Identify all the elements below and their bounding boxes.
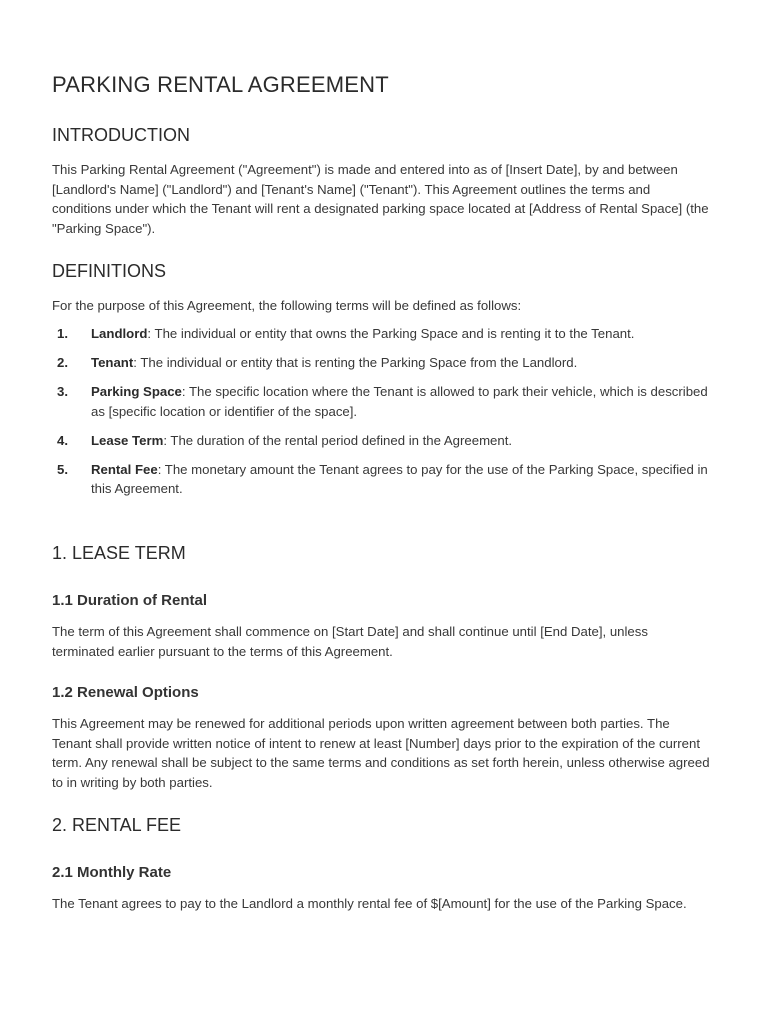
definition-text: : The specific location where the Tenant is allowed to park their vehicle, which is described as [specific location or identifier of the space]. xyxy=(91,383,708,419)
lease-term-heading: 1. LEASE TERM xyxy=(52,543,186,563)
definitions-intro: For the purpose of this Agreement, the following terms will be defined as follows: xyxy=(52,298,522,313)
definitions-heading: DEFINITIONS xyxy=(52,261,167,281)
definition-item-lease-term xyxy=(52,431,712,451)
renewal-options-heading: 1.2 Renewal Options xyxy=(52,684,199,701)
definitions-list xyxy=(52,324,712,508)
introduction-paragraph: This Parking Rental Agreement ("Agreement") is made and entered into as of [Insert Date], by and between [Landlord's Name] ("Landlord") and [Tenant's Name] ("Tenant"). This Agreement outlines the terms and conditions under which the Tenant will rent a designated parking space located at [Address of Rental Space] (the "Parking Space"). xyxy=(52,162,709,236)
definition-item-rental-fee xyxy=(52,460,712,499)
definition-term: Tenant xyxy=(91,354,134,370)
definition-number: 2. xyxy=(57,354,68,370)
renewal-options-paragraph: This Agreement may be renewed for additional periods upon written agreement between both parties. The Tenant shall provide written notice of intent to renew at least [Number] days prior to the expiration of the current term. Any renewal shall be subject to the same terms and conditions as set forth herein, unless otherwise agreed to in writing by both parties. xyxy=(52,716,710,790)
definition-text: : The duration of the rental period defined in the Agreement. xyxy=(163,432,513,448)
rental-fee-heading: 2. RENTAL FEE xyxy=(52,815,182,835)
definition-number: 3. xyxy=(57,383,68,399)
introduction-heading: INTRODUCTION xyxy=(52,125,190,145)
definition-term: Landlord xyxy=(91,326,148,341)
definition-term: Lease Term xyxy=(91,432,164,448)
duration-of-rental-paragraph: The term of this Agreement shall commence on [Start Date] and shall continue until [End Date], unless terminated earlier pursuant to the terms of this Agreement. xyxy=(52,624,648,659)
definition-text: : The individual or entity that is renting the Parking Space from the Landlord. xyxy=(133,354,578,370)
definition-item-tenant xyxy=(52,353,712,373)
definition-number: 5. xyxy=(57,461,68,477)
definition-number: 1. xyxy=(57,326,68,341)
duration-of-rental-heading: 1.1 Duration of Rental xyxy=(52,592,208,609)
definition-text: : The monetary amount the Tenant agrees to pay for the use of the Parking Space, specified in this Agreement. xyxy=(91,461,708,497)
definition-term: Parking Space xyxy=(91,383,182,399)
definition-item-landlord xyxy=(52,324,712,344)
monthly-rate-heading: 2.1 Monthly Rate xyxy=(52,864,172,881)
definition-text: : The individual or entity that owns the Parking Space and is renting it to the Tenant. xyxy=(147,326,635,341)
definition-item-parking-space xyxy=(52,382,712,421)
definition-number: 4. xyxy=(57,432,68,448)
definition-term: Rental Fee xyxy=(91,461,158,477)
monthly-rate-paragraph: The Tenant agrees to pay to the Landlord a monthly rental fee of $[Amount] for the use of the Parking Space. xyxy=(52,896,687,911)
document-title: PARKING RENTAL AGREEMENT xyxy=(52,72,389,97)
